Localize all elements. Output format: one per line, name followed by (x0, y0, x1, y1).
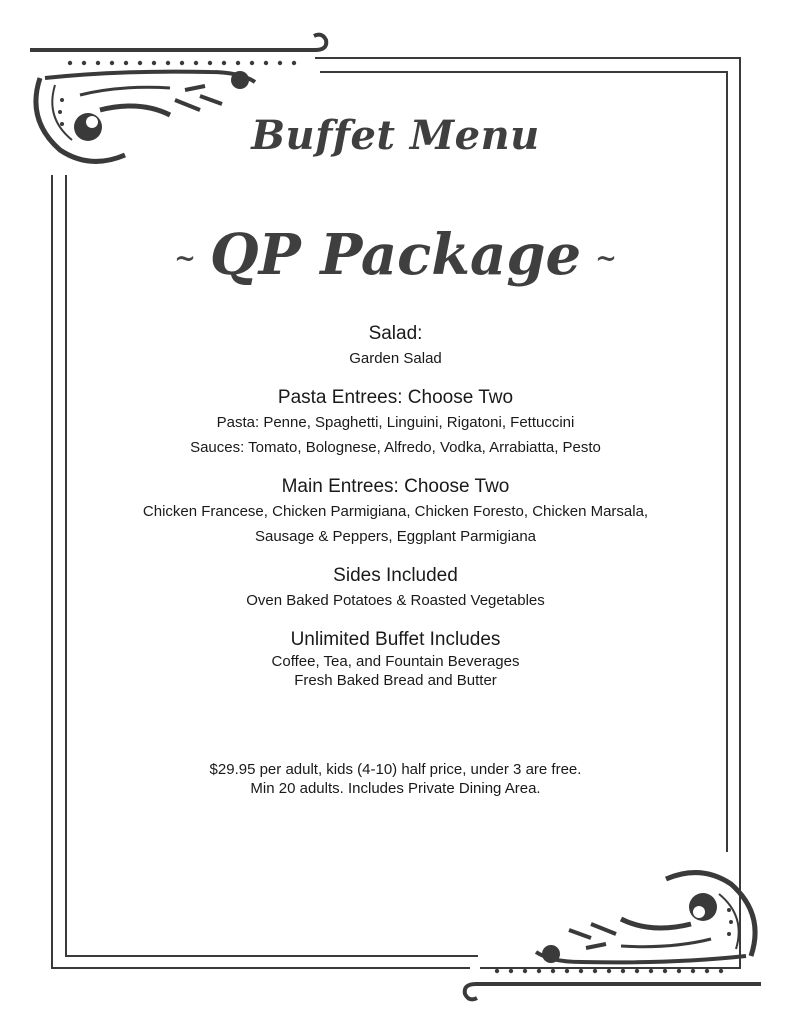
section-buffet-includes (0, 628, 791, 690)
minimum-line: Min 20 adults. Includes Private Dining Area. (250, 780, 541, 797)
section-line: Pasta: Penne, Spaghetti, Linguini, Rigatoni, Fettuccini (216, 414, 575, 431)
corner-ornament-bottom-right (465, 873, 761, 1000)
section-sides (0, 564, 791, 613)
section-pasta-entrees (0, 386, 791, 460)
section-line: Sausage & Peppers, Eggplant Parmigiana (254, 528, 536, 545)
section-line: Sauces: Tomato, Bolognese, Alfredo, Vodka, Arrabiatta, Pesto (190, 439, 601, 456)
section-line: Garden Salad (349, 350, 442, 367)
leaf-left-icon: ~ (174, 244, 196, 275)
section-line: Coffee, Tea, and Fountain Beverages (271, 653, 520, 670)
menu-content (0, 322, 791, 705)
section-heading: Unlimited Buffet Includes (290, 629, 501, 650)
section-heading: Pasta Entrees: Choose Two (277, 387, 514, 408)
section-line: Fresh Baked Bread and Butter (294, 672, 497, 689)
package-title-text: QP Package (209, 222, 582, 288)
section-salad (0, 322, 791, 371)
pricing-footer (0, 760, 791, 798)
package-title (0, 222, 791, 288)
section-heading: Sides Included (333, 565, 458, 586)
leaf-right-icon: ~ (595, 244, 617, 275)
section-main-entrees (0, 475, 791, 549)
section-line: Oven Baked Potatoes & Roasted Vegetables (246, 592, 545, 609)
menu-subtitle: Buffet Menu (251, 112, 540, 159)
section-line: Chicken Francese, Chicken Parmigiana, Chicken Foresto, Chicken Marsala, (142, 503, 649, 520)
pricing-line: $29.95 per adult, kids (4-10) half price, under 3 are free. (209, 761, 582, 778)
section-heading: Main Entrees: Choose Two (281, 476, 510, 497)
section-heading: Salad: (368, 323, 423, 344)
